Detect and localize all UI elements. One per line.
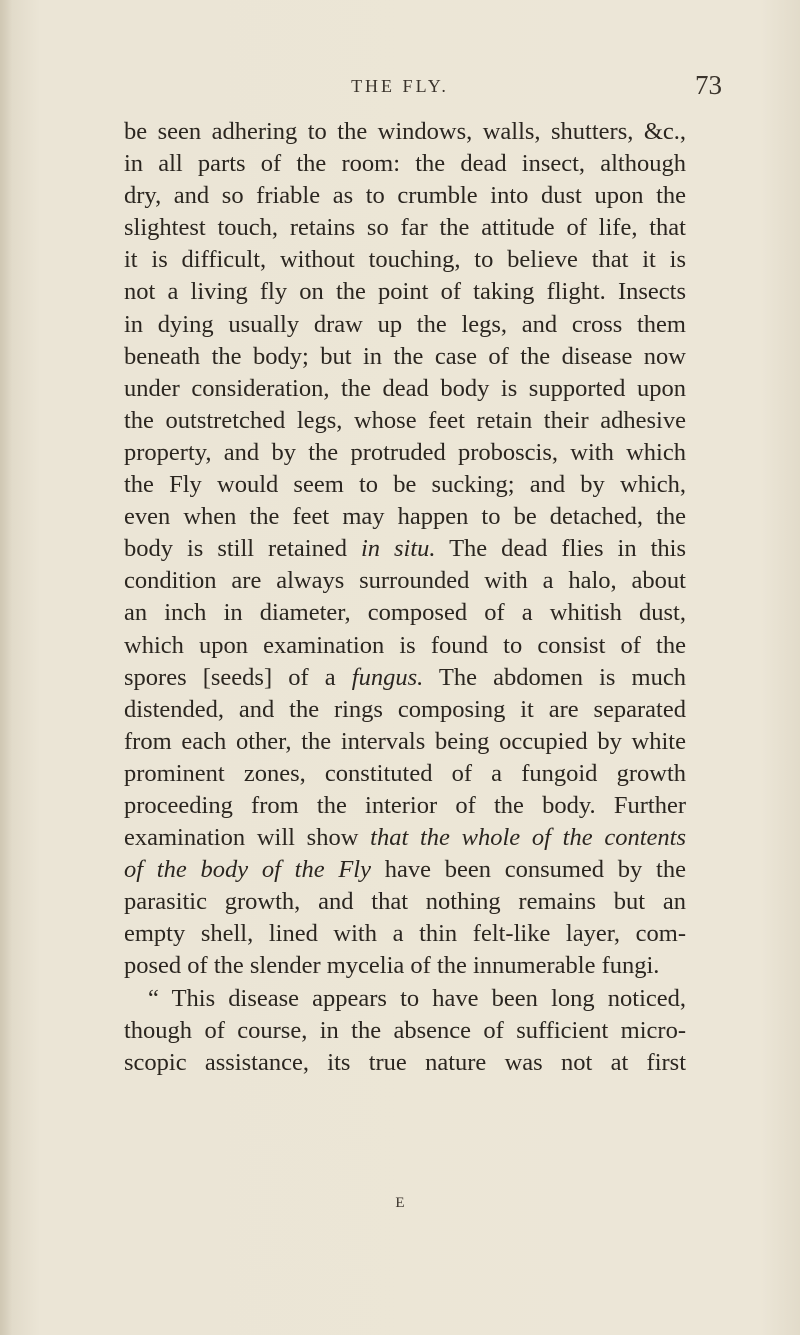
text-line: dry, and so friable as to crumble into dust upon the [124,182,686,210]
text-line: an inch in diameter, composed of a whitish dust, [124,599,686,627]
page-number: 73 [695,70,722,100]
text-line: in all parts of the room: the dead insect, although [124,150,686,178]
text-line: though of course, in the absence of sufficient micro- [124,1016,686,1044]
text-line: slightest touch, retains so far the attitude of life, that [124,214,686,242]
text-line: beneath the body; but in the case of the disease now [124,342,686,370]
text-line [124,533,686,565]
text-line: from each other, the intervals being occupied by white [124,727,686,755]
text-line: the outstretched legs, whose feet retain their adhesive [124,406,686,434]
text-run: have been consumed by the [370,856,686,884]
text-line [124,854,686,886]
text-run: The abdomen is much [423,663,686,691]
text-run: spores [seeds] of a [124,663,352,691]
running-title: THE FLY. [351,76,449,96]
text-run: examination will show [124,824,371,852]
text-line: even when the feet may happen to be detached, the [124,503,686,531]
text-line: be seen adhering to the windows, walls, shutters, &c., [124,118,686,145]
text-line: not a living fly on the point of taking flight. Insects [124,278,686,306]
italic-text-run: of the body of the Fly [124,856,371,884]
text-line: which upon examination is found to consist of the [124,631,686,659]
text-line: in dying usually draw up the legs, and cross them [124,310,686,338]
page-fold-shadow [0,0,12,1335]
italic-text-run: fungus. [351,663,424,691]
text-line: proceeding from the interior of the body. Further [124,791,686,819]
page-header [0,66,800,106]
text-run: The dead flies in this [435,535,686,563]
text-line: property, and by the protruded proboscis, with which [124,438,686,466]
text-line [124,662,686,694]
text-line: it is difficult, without touching, to believe that it is [124,246,686,274]
text-run: body is still retained [124,535,361,563]
text-line: condition are always surrounded with a halo, about [124,567,686,595]
text-line: prominent zones, constituted of a fungoid growth [124,759,686,787]
italic-text-run: that the whole of the contents [370,824,686,852]
text-line: the Fly would seem to be sucking; and by which, [124,471,686,499]
body-text [124,116,686,1079]
text-line: distended, and the rings composing it are separated [124,695,686,723]
text-line [124,822,686,854]
signature-mark: E [395,1195,405,1211]
italic-text-run: in situ. [360,535,436,563]
text-line: “ This disease appears to have been long noticed, [148,984,686,1012]
text-line: empty shell, lined with a thin felt-like layer, com- [124,920,686,948]
text-line: posed of the slender mycelia of the innumerable fungi. [124,952,660,980]
text-line: parasitic growth, and that nothing remains but an [124,888,686,916]
text-line: under consideration, the dead body is supported upon [124,374,686,402]
text-line: scopic assistance, its true nature was not at first [124,1048,686,1076]
